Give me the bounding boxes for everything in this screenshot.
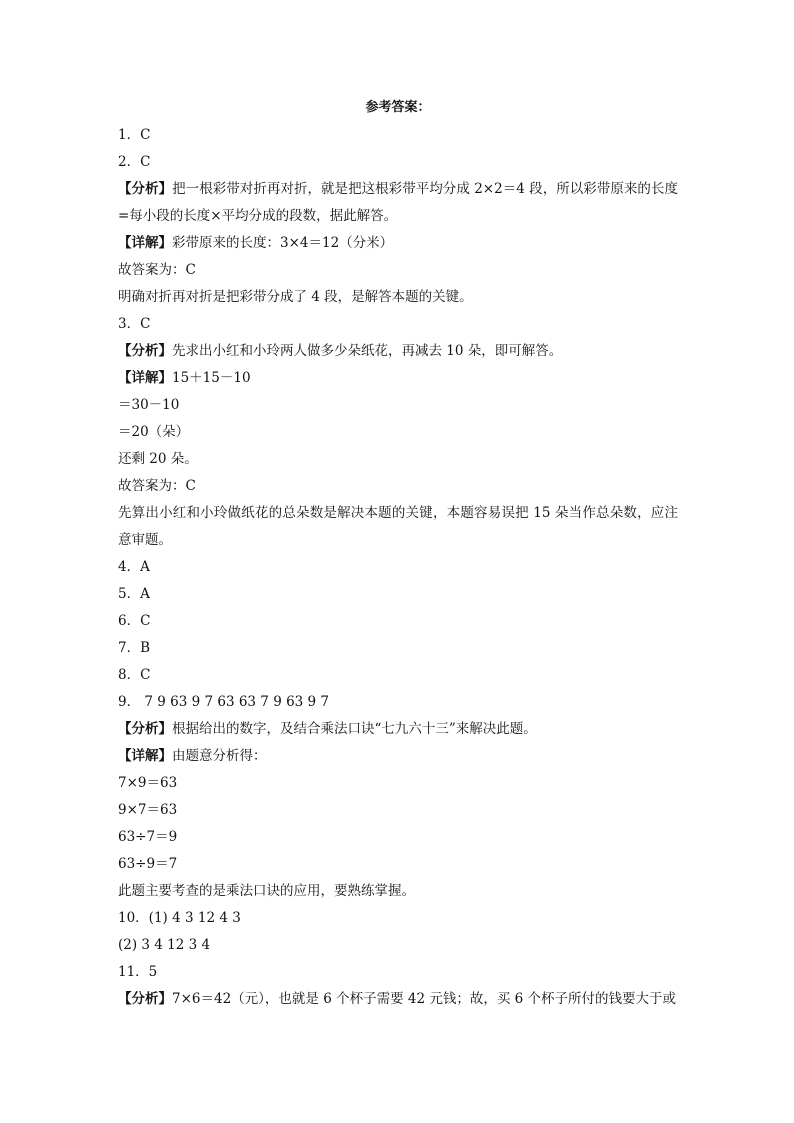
answer-line [118, 446, 678, 473]
line-text: 把一根彩带对折再对折，就是把这根彩带平均分成 2×2＝4 段，所以彩带原来的长度=每小段的长度×平均分成的段数，据此解答。 [118, 181, 678, 224]
section-tag: 【分析】 [118, 181, 173, 197]
section-tag: 【分析】 [118, 721, 172, 737]
page-title: 参考答案： [365, 100, 431, 115]
answer-line [118, 500, 678, 554]
answer-body [118, 122, 678, 1013]
line-text: 此题主要考查的是乘法口诀的应用，要熟练掌握。 [118, 883, 415, 899]
line-text: 11．5 [118, 964, 158, 980]
answer-line [118, 878, 678, 905]
line-text: 2．C [118, 154, 151, 170]
answer-line [118, 689, 678, 716]
answer-line [118, 419, 678, 446]
answer-line [118, 554, 678, 581]
answer-line [118, 122, 678, 149]
line-text: 先算出小红和小玲做纸花的总朵数是解决本题的关键，本题容易误把 15 朵当作总朵数，应注意审题。 [118, 505, 678, 548]
section-tag: 【详解】 [118, 748, 172, 764]
answer-line [118, 959, 678, 986]
answer-line [118, 986, 678, 1013]
line-text: 8．C [118, 667, 151, 683]
answer-line [118, 149, 678, 176]
line-text: 明确对折再对折是把彩带分成了 4 段，是解答本题的关键。 [118, 289, 473, 305]
answer-line [118, 230, 678, 257]
line-text: 故答案为：C [118, 262, 196, 278]
answer-line [118, 473, 678, 500]
answer-line [118, 338, 678, 365]
line-text: 9． 7 9 63 9 7 63 63 7 9 63 9 7 [118, 694, 330, 710]
section-tag: 【分析】 [118, 343, 172, 359]
line-text: 5．A [118, 586, 150, 602]
line-text: 先求出小红和小玲两人做多少朵纸花，再减去 10 朵，即可解答。 [172, 343, 563, 359]
answer-line [118, 716, 678, 743]
line-text: 15＋15－10 [172, 370, 251, 386]
answer-line [118, 743, 678, 770]
answer-line [118, 824, 678, 851]
line-text: (2) 3 4 12 3 4 [118, 937, 211, 953]
answer-line [118, 932, 678, 959]
line-text: 彩带原来的长度：3×4＝12（分米） [172, 235, 394, 251]
line-text: ＝20（朵） [118, 424, 190, 440]
line-text: ＝30－10 [118, 397, 180, 413]
answer-line [118, 905, 678, 932]
line-text: 7×6＝42（元），也就是 6 个杯子需要 42 元钱；故，买 6 个杯子所付的钱要大于或 [172, 991, 677, 1007]
answer-line [118, 365, 678, 392]
answer-page [118, 96, 678, 1013]
line-text: 63÷7＝9 [118, 829, 178, 845]
answer-line [118, 770, 678, 797]
line-text: 由题意分析得： [172, 748, 267, 764]
answer-line [118, 284, 678, 311]
line-text: 3．C [118, 316, 151, 332]
line-text: 1．C [118, 127, 151, 143]
answer-line [118, 311, 678, 338]
line-text: 7×9＝63 [118, 775, 178, 791]
line-text: 10．(1) 4 3 12 4 3 [118, 910, 241, 926]
line-text: 9×7＝63 [118, 802, 178, 818]
answer-line [118, 257, 678, 284]
answer-line [118, 608, 678, 635]
line-text: 63÷9＝7 [118, 856, 178, 872]
answer-line [118, 635, 678, 662]
line-text: 4．A [118, 559, 150, 575]
answer-line [118, 392, 678, 419]
line-text: 根据给出的数字，及结合乘法口诀“七九六十三”来解决此题。 [172, 721, 537, 737]
answer-line [118, 851, 678, 878]
line-text: 7．B [118, 640, 151, 656]
answer-line [118, 797, 678, 824]
line-text: 还剩 20 朵。 [118, 451, 198, 467]
answer-line [118, 176, 678, 230]
section-tag: 【分析】 [118, 991, 172, 1007]
answer-line [118, 662, 678, 689]
section-tag: 【详解】 [118, 235, 172, 251]
line-text: 6．C [118, 613, 151, 629]
line-text: 故答案为：C [118, 478, 196, 494]
section-tag: 【详解】 [118, 370, 172, 386]
answer-line [118, 581, 678, 608]
